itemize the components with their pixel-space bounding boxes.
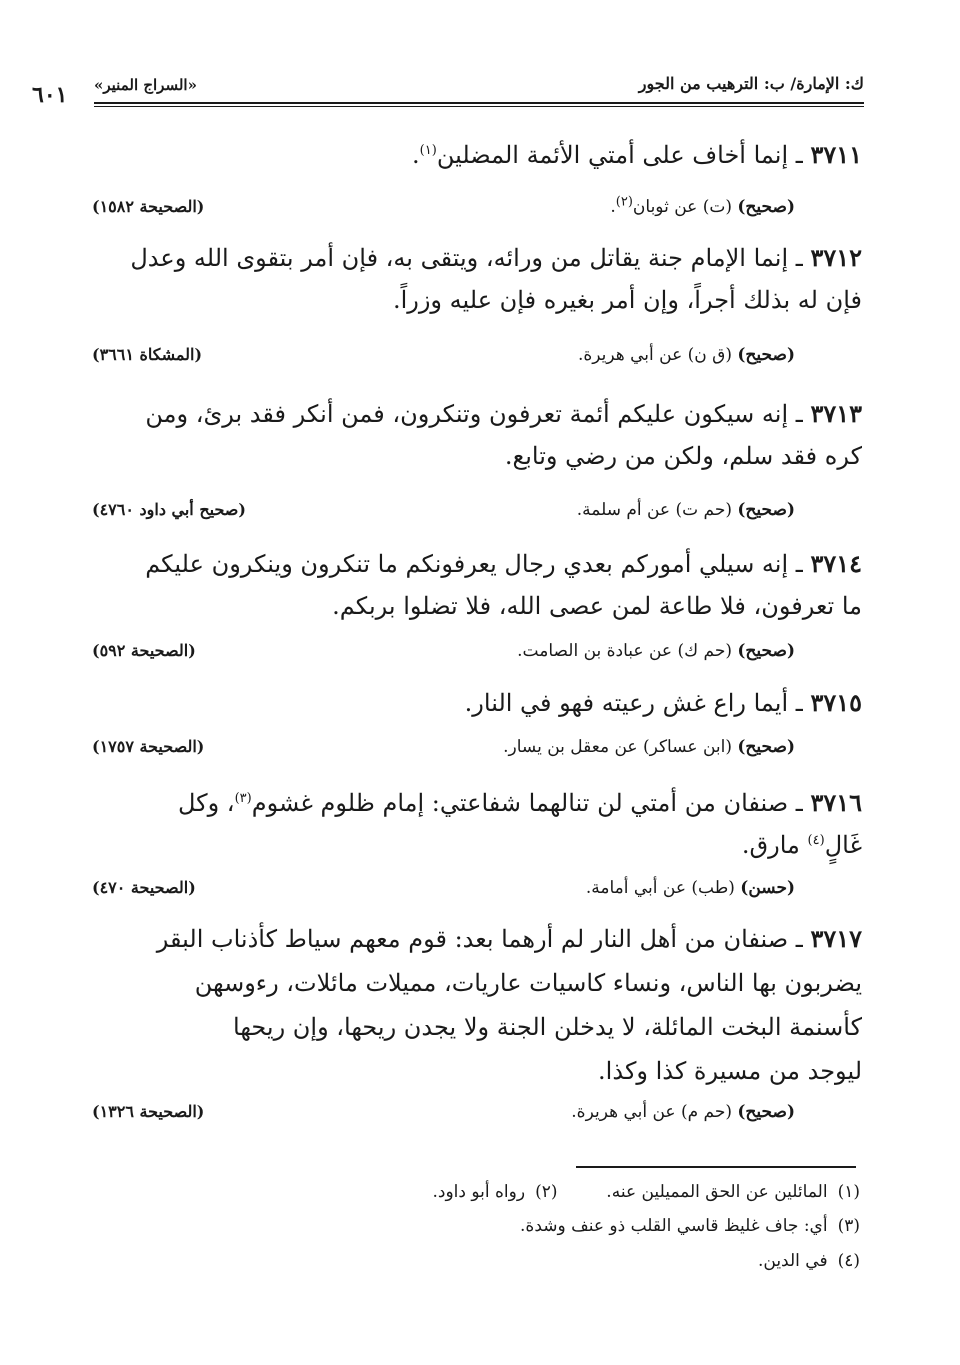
- hadith-3711-grade: [92, 194, 795, 223]
- grade-word: (صحيح): [737, 641, 795, 661]
- hadith-3715-line: ٣٧١٥ ـ أيما راع غش رعيته فهو في النار.: [464, 688, 862, 717]
- hadith-text: يضربون بها الناس، ونساء كاسيات عاريات، مميلات مائلات، رءوسهن: [194, 969, 862, 997]
- hadith-text: كره فقد سلم، ولكن من رضي وتابع.: [504, 442, 862, 470]
- hadith-text: ليوجد من مسيرة كذا وكذا.: [598, 1057, 862, 1085]
- grade-reference: (الصحيحة ٤٧٠): [92, 878, 196, 897]
- footnote-text: المائلين عن الحق المميلين عنه.: [606, 1182, 828, 1202]
- hadith-3716-grade: [92, 878, 795, 904]
- grade-reference: (الصحيحة ١٣٢٦): [92, 1102, 205, 1121]
- hadith-3717-line: [92, 1006, 862, 1048]
- page-number: ٦٠١: [32, 82, 68, 108]
- hadith-text-tail: ، وكل: [177, 789, 235, 817]
- footnote-text: أي: جاف غليظ قاسي القلب ذو عنف وشدة.: [520, 1216, 828, 1236]
- hadith-number: ٣٧١٢: [810, 243, 862, 272]
- grade-word: (صحيح): [737, 1102, 795, 1122]
- footnote-line: [432, 1182, 860, 1202]
- footnote-marker: (٢): [535, 1182, 558, 1202]
- footnote-line: [758, 1251, 860, 1271]
- hadith-3716-line: [92, 824, 862, 866]
- hadith-number: ٣٧١٦: [810, 788, 862, 817]
- grade-word: (صحيح): [737, 500, 795, 520]
- hadith-3712-line: ٣٧١٢ ـ إنما الإمام جنة يقاتل من ورائه، ويتقى به، فإن أمر بتقوى الله وعدل: [130, 243, 862, 272]
- hadith-text: إنه سيكون عليكم أئمة تعرفون وتنكرون، فمن أنكر فقد برئ، ومن: [145, 400, 789, 428]
- hadith-3712-line: [92, 279, 862, 321]
- footnote-marker: (٤): [837, 1251, 860, 1271]
- grade-source-tail: .: [610, 197, 616, 217]
- footnote-marker: (١): [837, 1182, 860, 1202]
- hadith-text-tail: مارق.: [741, 831, 808, 859]
- hadith-text: صنفان من أمتي لن تنالهما شفاعتي: إمام ظلوم غشوم: [251, 789, 789, 817]
- hadith-3711-line: ٣٧١١ ـ إنما أخاف على أمتي الأئمة المضلين$^{(١)}$.: [412, 140, 862, 169]
- footnote-line: [520, 1216, 860, 1236]
- hadith-3717-grade: [92, 1102, 795, 1128]
- grade-word: (حسن): [740, 878, 795, 898]
- grade-word: (صحيح): [737, 345, 795, 365]
- hadith-3712-grade: [92, 345, 795, 371]
- header-rule: [94, 102, 864, 104]
- hadith-number: ٣٧١٤: [810, 549, 862, 578]
- hadith-text-tail: .: [412, 141, 420, 169]
- hadith-3717-line: [92, 1050, 862, 1092]
- footnote-ref: (٤): [807, 833, 825, 848]
- hadith-text: كأسنمة البخت المائلة، لا يدخلن الجنة ولا يجدن ريحها، وإن ريحها: [233, 1013, 862, 1041]
- hadith-3714-line: ٣٧١٤ ـ إنه سيلي أموركم بعدي رجال يعرفونكم ما تنكرون وينكرون عليكم: [145, 549, 862, 578]
- running-title-book: «السراج المنير»: [94, 76, 197, 94]
- hadith-3717-line: [92, 962, 862, 1004]
- hadith-3713-line: [92, 435, 862, 477]
- hadith-3716-line: ٣٧١٦ ـ صنفان من أمتي لن تنالهما شفاعتي: إمام ظلوم غشوم$^{(٣)}$، وكل: [177, 788, 862, 817]
- running-title-chapter: ك: الإمارة/ ب: الترهيب من الجور: [638, 74, 864, 93]
- footnote-marker: (٣): [837, 1216, 860, 1236]
- grade-reference: (صحيح أبي داود ٤٧٦٠): [92, 500, 246, 519]
- hadith-text: ما تعرفون، فلا طاعة لمن عصى الله، فلا تضلوا بربكم.: [332, 592, 862, 620]
- footnote-rule: [576, 1166, 856, 1168]
- hadith-text: إنما الإمام جنة يقاتل من ورائه، ويتقى به، فإن أمر بتقوى الله وعدل: [130, 244, 789, 272]
- grade-word: (صحيح): [737, 737, 795, 757]
- footnote-text: رواه أبو داود.: [432, 1182, 526, 1202]
- hadith-number: ٣٧١٣: [810, 399, 862, 428]
- grade-source: (طب) عن أبي أمامة.: [585, 878, 735, 898]
- grade-reference: (المشكاة ٣٦٦١): [92, 345, 203, 364]
- page-header: [32, 68, 864, 108]
- hadith-text: إنه سيلي أموركم بعدي رجال يعرفونكم ما تنكرون وينكرون عليكم: [145, 550, 789, 578]
- hadith-3714-line: [92, 585, 862, 627]
- hadith-text: إنما أخاف على أمتي الأئمة المضلين: [436, 141, 789, 169]
- hadith-3715-grade: [92, 737, 795, 763]
- header-rule-thin: [94, 106, 864, 107]
- footnote-text: في الدين.: [757, 1251, 828, 1271]
- footnote-ref: (٢): [615, 194, 633, 210]
- grade-reference: (الصحيحة ١٥٨٢): [92, 197, 205, 216]
- grade-reference: (الصحيحة ١٧٥٧): [92, 737, 205, 756]
- hadith-3717-line: ٣٧١٧ ـ صنفان من أهل النار لم أرهما بعد: قوم معهم سياط كأذناب البقر: [156, 924, 862, 953]
- hadith-number: ٣٧١٧: [810, 924, 862, 953]
- hadith-3713-line: ٣٧١٣ ـ إنه سيكون عليكم أئمة تعرفون وتنكرون، فمن أنكر فقد برئ، ومن: [145, 399, 862, 428]
- hadith-number: ٣٧١١: [810, 140, 862, 169]
- grade-source: (ابن عساكر) عن معقل بن يسار.: [503, 737, 732, 757]
- grade-source: (حم م) عن أبي هريرة.: [571, 1102, 732, 1122]
- hadith-text: صنفان من أهل النار لم أرهما بعد: قوم معهم سياط كأذناب البقر: [156, 925, 789, 953]
- grade-word: (صحيح): [737, 197, 795, 217]
- grade-source: (حم ك) عن عبادة بن الصامت.: [517, 641, 732, 661]
- footnote-ref: (١): [419, 143, 437, 158]
- hadith-text: غَالٍ: [824, 831, 862, 859]
- hadith-3714-grade: [92, 641, 795, 667]
- grade-source: (ق ن) عن أبي هريرة.: [577, 345, 732, 365]
- grade-source: (ت) عن ثوبان: [632, 197, 732, 217]
- hadith-text: فإن له بذلك أجراً، وإن أمر بغيره فإن عليه وزراً.: [392, 286, 862, 314]
- grade-source: (حم ت) عن أم سلمة.: [576, 500, 732, 520]
- footnote-ref: (٣): [234, 791, 252, 806]
- hadith-text: أيما راع غش رعيته فهو في النار.: [464, 689, 789, 717]
- grade-reference: (الصحيحة ٥٩٢): [92, 641, 196, 660]
- hadith-number: ٣٧١٥: [810, 688, 862, 717]
- hadith-3713-grade: [92, 500, 795, 526]
